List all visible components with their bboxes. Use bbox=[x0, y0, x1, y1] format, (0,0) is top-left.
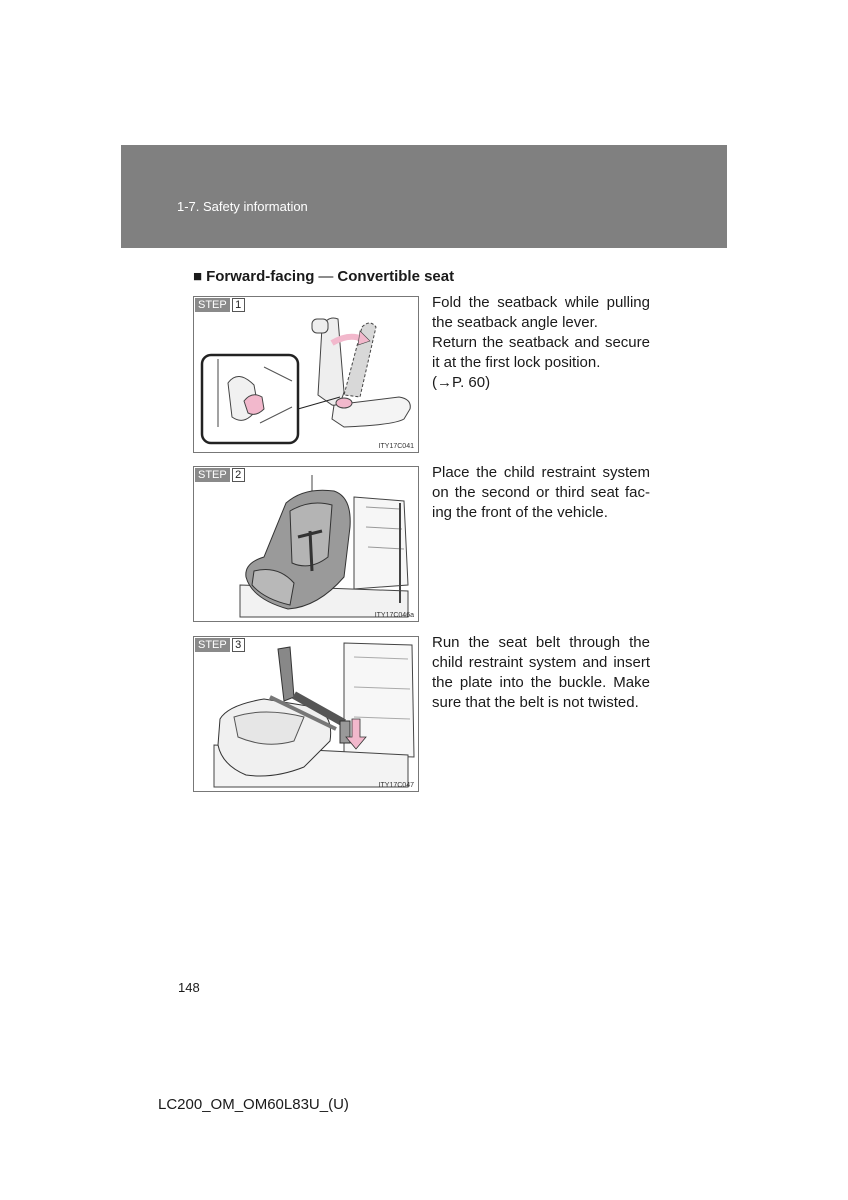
step-1-line-3: (→P. 60) bbox=[432, 374, 491, 391]
step-1-line-1: Fold the seatback while pulling the seatback angle lever. bbox=[432, 294, 650, 331]
figure-code: ITY17C041 bbox=[378, 443, 414, 450]
page-number: 148 bbox=[178, 980, 200, 995]
heading-dash: — bbox=[318, 268, 334, 285]
heading-part1: Forward-facing bbox=[206, 268, 315, 285]
step-2-illustration bbox=[193, 466, 419, 622]
document-footer: LC200_OM_OM60L83U_(U) bbox=[158, 1096, 349, 1113]
figure-code: ITY17C047 bbox=[378, 782, 414, 789]
step-3-line-1: Run the seat belt through the child restraint system and insert the plate into the buckle. Make sure that the belt is not twisted. bbox=[432, 634, 650, 711]
step-tag bbox=[195, 298, 245, 312]
step-tag bbox=[195, 468, 245, 482]
step-number: 1 bbox=[232, 298, 245, 312]
step-3-description bbox=[432, 633, 650, 713]
step-3-illustration bbox=[193, 636, 419, 792]
step-label: STEP bbox=[195, 468, 230, 482]
step-tag bbox=[195, 638, 245, 652]
header-band bbox=[121, 145, 727, 248]
step-1-illustration bbox=[193, 296, 419, 453]
step-label: STEP bbox=[195, 638, 230, 652]
step-number: 3 bbox=[232, 638, 245, 652]
section-title: 1-7. Safety information bbox=[177, 199, 308, 214]
step-number: 2 bbox=[232, 468, 245, 482]
figure-code: ITY17C046a bbox=[374, 612, 414, 619]
step-1-line-2: Return the seatback and secure it at the first lock position. bbox=[432, 334, 650, 371]
step-2-line-1: Place the child restraint system on the second or third seat fac-ing the front of the vehicle. bbox=[432, 464, 650, 521]
step-1-description bbox=[432, 293, 650, 393]
child-seat-placement-illustration bbox=[194, 467, 418, 621]
heading-bullet: ■ bbox=[193, 268, 203, 285]
heading-part2: Convertible seat bbox=[337, 268, 455, 285]
subsection-heading bbox=[193, 268, 454, 285]
step-2-description bbox=[432, 463, 650, 523]
seat-belt-routing-illustration bbox=[194, 637, 418, 791]
step-label: STEP bbox=[195, 298, 230, 312]
seatback-fold-illustration bbox=[194, 297, 418, 452]
